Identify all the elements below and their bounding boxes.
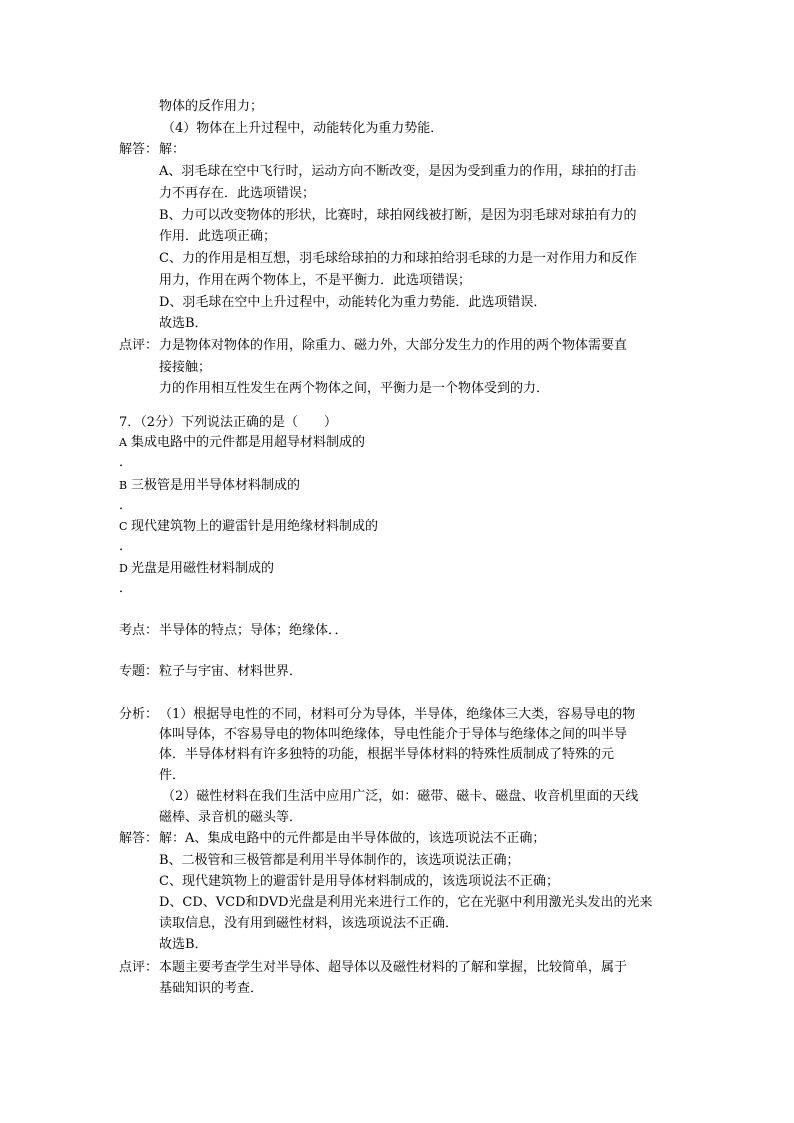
option-letter: C xyxy=(119,520,128,533)
option-text: 集成电路中的元件都是用超导材料制成的 xyxy=(131,435,366,450)
analysis-point-4: （4）物体在上升过程中，动能转化为重力势能． xyxy=(162,121,444,136)
option-letter: A xyxy=(119,436,127,449)
comment-line: 接接触； xyxy=(159,360,212,375)
analysis-label: 分析： xyxy=(119,707,159,722)
option-c xyxy=(119,517,378,537)
answer-line: C、现代建筑物上的避雷针是用导体材料制成的，该选项说法不正确； xyxy=(159,874,559,889)
answer-conclusion: 故选B． xyxy=(159,316,208,331)
answer-line: 解： xyxy=(159,142,186,157)
answer-line: D、羽毛球在空中上升过程中，动能转化为重力势能．此选项错误． xyxy=(159,295,547,310)
answer-line: D、CD、VCD和DVD光盘是利用光来进行工作的，它在光驱中利用激光头发出的光来 xyxy=(159,895,653,910)
analysis-line: （1）根据导电性的不同，材料可分为导体，半导体，绝缘体三大类，容易导电的物 xyxy=(159,707,636,722)
analysis-line: （2）磁性材料在我们生活中应用广泛，如：磁带、磁卡、磁盘、收音机里面的天线 xyxy=(162,789,639,804)
answer-line: 力不再存在．此选项错误； xyxy=(159,186,316,201)
kaodian-text: 半导体的特点；导体；绝缘体．． xyxy=(159,623,348,638)
comment-line: 基础知识的考查． xyxy=(159,981,264,996)
option-letter: D xyxy=(119,562,128,575)
answer-line: C、力的作用是相互想，羽毛球给球拍的力和球拍给羽毛球的力是一对作用力和反作 xyxy=(159,251,637,266)
answer-line: B、力可以改变物体的形状，比赛时，球拍网线被打断，是因为羽毛球对球拍有力的 xyxy=(159,208,637,223)
option-letter: B xyxy=(119,479,128,492)
comment-label: 点评： xyxy=(119,960,159,975)
comment-line: 力的作用相互性发生在两个物体之间，平衡力是一个物体受到的力． xyxy=(159,381,550,396)
zhuanti-text: 粒子与宇宙、材料世界． xyxy=(159,664,303,679)
comment-line: 本题主要考查学生对半导体、超导体以及磁性材料的了解和掌握，比较简单，属于 xyxy=(159,960,628,975)
analysis-line: 体．半导体材料有许多独特的功能，根据半导体材料的特殊性质制成了特殊的元 xyxy=(159,747,615,762)
answer-line: 用力，作用在两个物体上，不是平衡力．此选项错误； xyxy=(159,273,472,288)
question-stem: 7．（2分）下列说法正确的是（ ） xyxy=(119,415,338,430)
answer-line: B、二极管和三极管都是利用半导体制作的，该选项说法正确； xyxy=(159,853,520,868)
option-dot: ． xyxy=(119,455,133,470)
option-dot: ． xyxy=(119,539,133,554)
answer-line: A、羽毛球在空中飞行时，运动方向不断改变，是因为受到重力的作用，球拍的打击 xyxy=(159,164,637,179)
option-d xyxy=(119,559,274,579)
option-text: 光盘是用磁性材料制成的 xyxy=(131,561,275,576)
comment-label: 点评： xyxy=(119,338,159,353)
answer-conclusion: 故选B． xyxy=(159,937,208,952)
analysis-line: 磁棒、录音机的磁头等． xyxy=(159,810,303,825)
answer-line: 作用．此选项正确； xyxy=(159,229,277,244)
analysis-continued-line: 物体的反作用力； xyxy=(159,99,264,114)
option-b xyxy=(119,476,300,496)
analysis-line: 体叫导体，不容易导电的物体叫绝缘体，导电性能介于导体与绝缘体之间的叫半导 xyxy=(159,727,628,742)
kaodian-label: 考点： xyxy=(119,623,159,638)
answer-label: 解答： xyxy=(119,142,159,157)
comment-line: 力是物体对物体的作用，除重力、磁力外，大部分发生力的作用的两个物体需要直 xyxy=(159,338,628,353)
option-dot: ． xyxy=(119,581,133,596)
zhuanti-label: 专题： xyxy=(119,664,159,679)
analysis-line: 件． xyxy=(159,768,186,783)
option-text: 现代建筑物上的避雷针是用绝缘材料制成的 xyxy=(131,519,379,534)
answer-line: 读取信息，没有用到磁性材料，该选项说法不正确． xyxy=(159,916,459,931)
option-dot: ． xyxy=(119,498,133,513)
answer-line: 解：A、集成电路中的元件都是由半导体做的，该选项说法不正确； xyxy=(159,831,546,846)
option-a xyxy=(119,433,365,453)
answer-label: 解答： xyxy=(119,831,159,846)
option-text: 三极管是用半导体材料制成的 xyxy=(131,478,301,493)
